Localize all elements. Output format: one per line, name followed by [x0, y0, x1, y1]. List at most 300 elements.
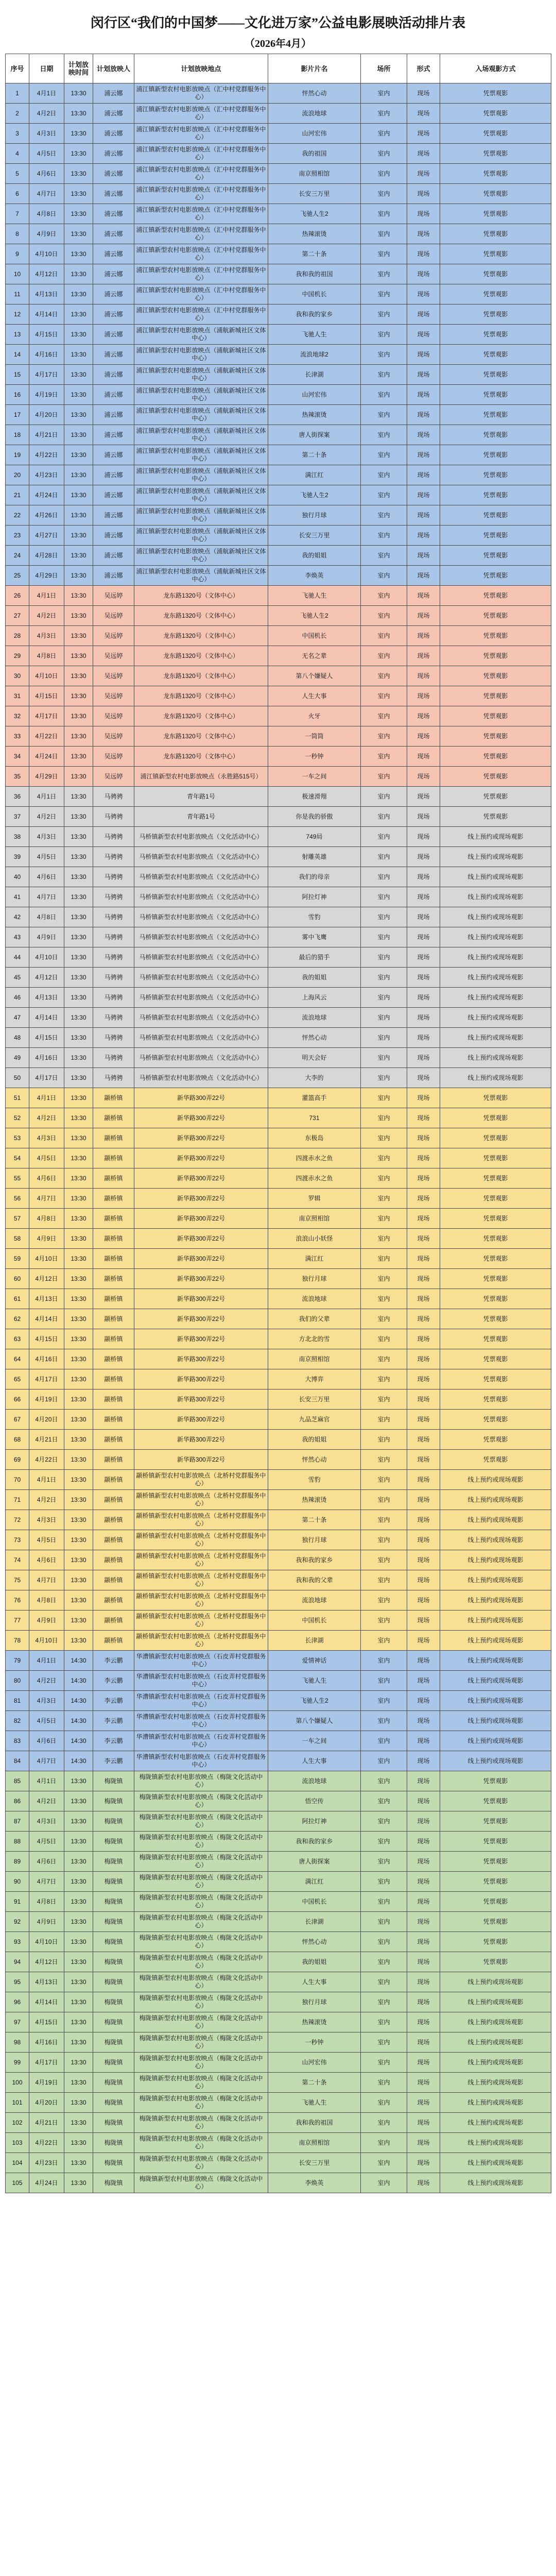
cell-no: 83	[6, 1731, 29, 1751]
cell-venue: 室内	[361, 144, 407, 164]
cell-venue: 室内	[361, 2133, 407, 2153]
cell-venue: 室内	[361, 1490, 407, 1510]
cell-date: 4月3日	[29, 1128, 64, 1148]
cell-place: 青年路1号	[134, 787, 268, 807]
cell-date: 4月5日	[29, 1711, 64, 1731]
cell-person: 颛桥镇	[93, 1349, 134, 1369]
cell-form: 现场	[407, 425, 440, 445]
cell-form: 现场	[407, 1148, 440, 1168]
cell-no: 51	[6, 1088, 29, 1108]
cell-film: 飞驰人生2	[268, 1691, 361, 1711]
cell-person: 马骋骋	[93, 968, 134, 988]
cell-place: 颛桥镇新型农村电影放映点（北桥村党群服务中心）	[134, 1590, 268, 1611]
cell-film: 流浪地球	[268, 104, 361, 124]
cell-venue: 室内	[361, 1048, 407, 1068]
cell-film: 独行月球	[268, 1530, 361, 1550]
cell-venue: 室内	[361, 1530, 407, 1550]
cell-person: 马骋骋	[93, 827, 134, 847]
cell-venue: 室内	[361, 345, 407, 365]
cell-entry: 凭票观影	[440, 1229, 551, 1249]
cell-entry: 线上预约或现场观影	[440, 968, 551, 988]
table-row	[6, 686, 551, 706]
cell-entry: 线上预约或现场观影	[440, 907, 551, 927]
cell-date: 4月1日	[29, 1088, 64, 1108]
cell-person: 颛桥镇	[93, 1510, 134, 1530]
cell-no: 39	[6, 847, 29, 867]
cell-place: 颛桥镇新型农村电影放映点（北桥村党群服务中心）	[134, 1550, 268, 1570]
cell-person: 马骋骋	[93, 1048, 134, 1068]
cell-entry: 线上预约或现场观影	[440, 827, 551, 847]
cell-entry: 凭票观影	[440, 1369, 551, 1389]
cell-venue: 室内	[361, 1852, 407, 1872]
cell-no: 1	[6, 83, 29, 104]
cell-no: 38	[6, 827, 29, 847]
table-row	[6, 164, 551, 184]
cell-entry: 凭票观影	[440, 485, 551, 505]
cell-venue: 室内	[361, 1952, 407, 1972]
table-row	[6, 1832, 551, 1852]
cell-venue: 室内	[361, 1972, 407, 1992]
cell-date: 4月7日	[29, 1189, 64, 1209]
cell-entry: 凭票观影	[440, 204, 551, 224]
cell-no: 75	[6, 1570, 29, 1590]
cell-date: 4月10日	[29, 244, 64, 264]
cell-person: 颛桥镇	[93, 1369, 134, 1389]
cell-form: 现场	[407, 1269, 440, 1289]
table-row	[6, 807, 551, 827]
cell-form: 现场	[407, 264, 440, 284]
cell-person: 梅陇镇	[93, 1952, 134, 1972]
cell-place: 马桥镇新型农村电影放映点（文化活动中心）	[134, 947, 268, 968]
cell-form: 现场	[407, 1410, 440, 1430]
cell-time: 13:30	[64, 1570, 93, 1590]
cell-venue: 室内	[361, 1088, 407, 1108]
cell-venue: 室内	[361, 1430, 407, 1450]
cell-entry: 线上预约或现场观影	[440, 1631, 551, 1651]
table-row	[6, 827, 551, 847]
cell-time: 13:30	[64, 2153, 93, 2173]
cell-place: 龙东路1320号（文体中心）	[134, 666, 268, 686]
cell-place: 梅陇镇新型农村电影放映点（梅陇文化活动中心）	[134, 1892, 268, 1912]
cell-date: 4月22日	[29, 2133, 64, 2153]
cell-date: 4月20日	[29, 405, 64, 425]
cell-place: 马桥镇新型农村电影放映点（文化活动中心）	[134, 927, 268, 947]
cell-date: 4月10日	[29, 1932, 64, 1952]
table-row	[6, 1852, 551, 1872]
cell-time: 13:30	[64, 887, 93, 907]
cell-form: 现场	[407, 1671, 440, 1691]
cell-person: 颛桥镇	[93, 1229, 134, 1249]
cell-film: 大李的	[268, 1068, 361, 1088]
cell-time: 13:30	[64, 2053, 93, 2073]
cell-film: 雪豹	[268, 907, 361, 927]
cell-date: 4月6日	[29, 1168, 64, 1189]
cell-no: 69	[6, 1450, 29, 1470]
cell-entry: 凭票观影	[440, 566, 551, 586]
cell-form: 现场	[407, 867, 440, 887]
cell-date: 4月22日	[29, 1450, 64, 1470]
cell-venue: 室内	[361, 1590, 407, 1611]
cell-entry: 凭票观影	[440, 1209, 551, 1229]
table-row	[6, 304, 551, 325]
cell-no: 37	[6, 807, 29, 827]
cell-form: 现场	[407, 1088, 440, 1108]
cell-date: 4月9日	[29, 1912, 64, 1932]
table-row	[6, 124, 551, 144]
cell-no: 87	[6, 1811, 29, 1832]
table-row	[6, 1671, 551, 1691]
cell-no: 86	[6, 1791, 29, 1811]
cell-venue: 室内	[361, 2053, 407, 2073]
cell-no: 79	[6, 1651, 29, 1671]
cell-entry: 凭票观影	[440, 526, 551, 546]
cell-place: 马桥镇新型农村电影放映点（文化活动中心）	[134, 827, 268, 847]
cell-no: 48	[6, 1028, 29, 1048]
cell-date: 4月15日	[29, 1329, 64, 1349]
cell-form: 现场	[407, 546, 440, 566]
cell-date: 4月16日	[29, 2032, 64, 2053]
cell-form: 现场	[407, 1912, 440, 1932]
cell-date: 4月3日	[29, 1691, 64, 1711]
cell-place: 浦江镇新型农村电影放映点（浦航新城社区文体中心）	[134, 526, 268, 546]
table-row	[6, 847, 551, 867]
cell-no: 17	[6, 405, 29, 425]
cell-form: 现场	[407, 1289, 440, 1309]
cell-film: 怦然心动	[268, 83, 361, 104]
cell-entry: 凭票观影	[440, 1952, 551, 1972]
table-row	[6, 1450, 551, 1470]
table-row	[6, 1691, 551, 1711]
cell-date: 4月1日	[29, 1651, 64, 1671]
cell-date: 4月17日	[29, 2053, 64, 2073]
cell-entry: 凭票观影	[440, 787, 551, 807]
cell-form: 现场	[407, 1590, 440, 1611]
cell-film: 南京照相馆	[268, 1349, 361, 1369]
cell-person: 浦云娜	[93, 526, 134, 546]
cell-form: 现场	[407, 2012, 440, 2032]
cell-time: 14:30	[64, 1691, 93, 1711]
cell-film: 长安三万里	[268, 526, 361, 546]
cell-film: 第二十条	[268, 445, 361, 465]
cell-film: 流浪地球	[268, 1008, 361, 1028]
cell-venue: 室内	[361, 887, 407, 907]
cell-film: 长津湖	[268, 1631, 361, 1651]
table-row	[6, 1148, 551, 1168]
cell-entry: 线上预约或现场观影	[440, 988, 551, 1008]
cell-venue: 室内	[361, 526, 407, 546]
cell-form: 现场	[407, 1108, 440, 1128]
cell-time: 13:30	[64, 1108, 93, 1128]
cell-date: 4月8日	[29, 1892, 64, 1912]
cell-place: 浦江镇新型农村电影放映点（汇中村党群服务中心）	[134, 244, 268, 264]
cell-time: 13:30	[64, 264, 93, 284]
cell-venue: 室内	[361, 485, 407, 505]
cell-place: 浦江镇新型农村电影放映点（汇中村党群服务中心）	[134, 104, 268, 124]
cell-time: 14:30	[64, 1751, 93, 1771]
cell-film: 明天会好	[268, 1048, 361, 1068]
cell-no: 78	[6, 1631, 29, 1651]
table-row	[6, 1028, 551, 1048]
cell-form: 现场	[407, 1068, 440, 1088]
cell-date: 4月9日	[29, 1229, 64, 1249]
cell-time: 13:30	[64, 787, 93, 807]
cell-person: 李云鹏	[93, 1751, 134, 1771]
cell-place: 浦江镇新型农村电影放映点（汇中村党群服务中心）	[134, 264, 268, 284]
cell-form: 现场	[407, 2133, 440, 2153]
cell-time: 13:30	[64, 1972, 93, 1992]
cell-time: 13:30	[64, 2173, 93, 2193]
table-row	[6, 1430, 551, 1450]
cell-entry: 凭票观影	[440, 1349, 551, 1369]
cell-venue: 室内	[361, 867, 407, 887]
cell-person: 颛桥镇	[93, 1410, 134, 1430]
cell-form: 现场	[407, 847, 440, 867]
cell-person: 颛桥镇	[93, 1108, 134, 1128]
cell-place: 龙东路1320号（文体中心）	[134, 726, 268, 747]
cell-venue: 室内	[361, 2012, 407, 2032]
cell-form: 现场	[407, 2073, 440, 2093]
cell-venue: 室内	[361, 546, 407, 566]
cell-entry: 线上预约或现场观影	[440, 2053, 551, 2073]
cell-person: 马骋骋	[93, 907, 134, 927]
cell-venue: 室内	[361, 1872, 407, 1892]
cell-form: 现场	[407, 686, 440, 706]
cell-no: 82	[6, 1711, 29, 1731]
cell-venue: 室内	[361, 968, 407, 988]
cell-form: 现场	[407, 1570, 440, 1590]
table-row	[6, 1249, 551, 1269]
cell-form: 现场	[407, 2032, 440, 2053]
cell-place: 梅陇镇新型农村电影放映点（梅陇文化活动中心）	[134, 2093, 268, 2113]
cell-film: 上海风云	[268, 988, 361, 1008]
cell-venue: 室内	[361, 244, 407, 264]
cell-venue: 室内	[361, 1349, 407, 1369]
cell-film: 满江红	[268, 1872, 361, 1892]
cell-date: 4月24日	[29, 2173, 64, 2193]
cell-person: 梅陇镇	[93, 1892, 134, 1912]
cell-film: 热辣滚烫	[268, 405, 361, 425]
table-row	[6, 2133, 551, 2153]
cell-form: 现场	[407, 405, 440, 425]
cell-venue: 室内	[361, 1731, 407, 1751]
cell-form: 现场	[407, 1711, 440, 1731]
table-row	[6, 2113, 551, 2133]
cell-venue: 室内	[361, 1811, 407, 1832]
table-row	[6, 2032, 551, 2053]
cell-person: 马骋骋	[93, 927, 134, 947]
cell-form: 现场	[407, 1832, 440, 1852]
cell-venue: 室内	[361, 947, 407, 968]
table-row	[6, 666, 551, 686]
cell-person: 梅陇镇	[93, 2012, 134, 2032]
cell-no: 45	[6, 968, 29, 988]
cell-form: 现场	[407, 706, 440, 726]
cell-time: 13:30	[64, 1791, 93, 1811]
cell-venue: 室内	[361, 325, 407, 345]
table-header-row	[6, 54, 551, 83]
cell-person: 梅陇镇	[93, 2133, 134, 2153]
header-cell-date: 日期	[29, 54, 64, 83]
table-row	[6, 405, 551, 425]
cell-time: 13:30	[64, 606, 93, 626]
cell-place: 新华路300弄22号	[134, 1229, 268, 1249]
cell-date: 4月22日	[29, 445, 64, 465]
cell-place: 马桥镇新型农村电影放映点（文化活动中心）	[134, 887, 268, 907]
table-row	[6, 224, 551, 244]
cell-venue: 室内	[361, 1269, 407, 1289]
cell-date: 4月21日	[29, 1430, 64, 1450]
cell-no: 12	[6, 304, 29, 325]
cell-entry: 凭票观影	[440, 747, 551, 767]
cell-time: 13:30	[64, 1048, 93, 1068]
cell-no: 50	[6, 1068, 29, 1088]
cell-person: 颛桥镇	[93, 1611, 134, 1631]
cell-person: 吴远婷	[93, 586, 134, 606]
cell-form: 现场	[407, 646, 440, 666]
cell-form: 现场	[407, 1189, 440, 1209]
cell-no: 4	[6, 144, 29, 164]
cell-no: 36	[6, 787, 29, 807]
cell-person: 梅陇镇	[93, 1872, 134, 1892]
cell-entry: 凭票观影	[440, 1832, 551, 1852]
cell-film: 山河宏伟	[268, 2053, 361, 2073]
cell-time: 13:30	[64, 1530, 93, 1550]
cell-person: 马骋骋	[93, 807, 134, 827]
cell-venue: 室内	[361, 284, 407, 304]
cell-form: 现场	[407, 2093, 440, 2113]
cell-person: 浦云娜	[93, 244, 134, 264]
cell-person: 吴远婷	[93, 767, 134, 787]
cell-no: 60	[6, 1269, 29, 1289]
cell-person: 浦云娜	[93, 385, 134, 405]
cell-venue: 室内	[361, 1992, 407, 2012]
cell-no: 92	[6, 1912, 29, 1932]
cell-no: 84	[6, 1751, 29, 1771]
cell-film: 长安三万里	[268, 184, 361, 204]
cell-person: 浦云娜	[93, 104, 134, 124]
cell-no: 46	[6, 988, 29, 1008]
cell-date: 4月6日	[29, 1731, 64, 1751]
cell-venue: 室内	[361, 747, 407, 767]
table-row	[6, 927, 551, 947]
cell-place: 梅陇镇新型农村电影放映点（梅陇文化活动中心）	[134, 2053, 268, 2073]
cell-no: 47	[6, 1008, 29, 1028]
cell-time: 13:30	[64, 1952, 93, 1972]
cell-film: 中国机长	[268, 1611, 361, 1631]
cell-form: 现场	[407, 666, 440, 686]
cell-place: 浦江镇新型农村电影放映点（浦航新城社区文体中心）	[134, 566, 268, 586]
cell-venue: 室内	[361, 1189, 407, 1209]
cell-form: 现场	[407, 1530, 440, 1550]
cell-place: 龙东路1320号（文体中心）	[134, 626, 268, 646]
cell-place: 马桥镇新型农村电影放映点（文化活动中心）	[134, 1008, 268, 1028]
cell-person: 马骋骋	[93, 1008, 134, 1028]
cell-date: 4月2日	[29, 606, 64, 626]
cell-person: 梅陇镇	[93, 1852, 134, 1872]
cell-entry: 凭票观影	[440, 83, 551, 104]
cell-no: 93	[6, 1932, 29, 1952]
cell-person: 吴远婷	[93, 646, 134, 666]
cell-form: 现场	[407, 224, 440, 244]
cell-person: 浦云娜	[93, 365, 134, 385]
cell-venue: 室内	[361, 626, 407, 646]
cell-venue: 室内	[361, 2153, 407, 2173]
cell-person: 浦云娜	[93, 144, 134, 164]
cell-no: 30	[6, 666, 29, 686]
table-row	[6, 747, 551, 767]
table-row	[6, 1631, 551, 1651]
cell-time: 13:30	[64, 927, 93, 947]
cell-date: 4月3日	[29, 1811, 64, 1832]
cell-venue: 室内	[361, 1148, 407, 1168]
cell-place: 浦江镇新型农村电影放映点（汇中村党群服务中心）	[134, 124, 268, 144]
cell-time: 13:30	[64, 124, 93, 144]
cell-date: 4月20日	[29, 1410, 64, 1430]
cell-venue: 室内	[361, 847, 407, 867]
cell-entry: 凭票观影	[440, 405, 551, 425]
cell-time: 13:30	[64, 2073, 93, 2093]
cell-time: 13:30	[64, 666, 93, 686]
cell-film: 人生大事	[268, 1972, 361, 1992]
cell-person: 梅陇镇	[93, 1992, 134, 2012]
table-row	[6, 1751, 551, 1771]
cell-film: 九品芝麻官	[268, 1410, 361, 1430]
cell-place: 梅陇镇新型农村电影放映点（梅陇文化活动中心）	[134, 1811, 268, 1832]
cell-person: 梅陇镇	[93, 1832, 134, 1852]
table-row	[6, 767, 551, 787]
cell-time: 13:30	[64, 2133, 93, 2153]
cell-film: 射雕英雄	[268, 847, 361, 867]
cell-film: 独行月球	[268, 505, 361, 526]
cell-venue: 室内	[361, 204, 407, 224]
cell-entry: 线上预约或现场观影	[440, 1972, 551, 1992]
cell-entry: 凭票观影	[440, 385, 551, 405]
table-row	[6, 104, 551, 124]
table-row	[6, 2073, 551, 2093]
cell-place: 梅陇镇新型农村电影放映点（梅陇文化活动中心）	[134, 1952, 268, 1972]
cell-place: 梅陇镇新型农村电影放映点（梅陇文化活动中心）	[134, 1832, 268, 1852]
cell-place: 新华路300弄22号	[134, 1289, 268, 1309]
cell-date: 4月14日	[29, 1008, 64, 1028]
cell-film: 我的祖国	[268, 144, 361, 164]
table-row	[6, 264, 551, 284]
cell-venue: 室内	[361, 124, 407, 144]
cell-film: 怦然心动	[268, 1028, 361, 1048]
cell-form: 现场	[407, 1811, 440, 1832]
cell-person: 梅陇镇	[93, 1811, 134, 1832]
cell-form: 现场	[407, 2053, 440, 2073]
table-row	[6, 1470, 551, 1490]
cell-form: 现场	[407, 1510, 440, 1530]
cell-entry: 凭票观影	[440, 1771, 551, 1791]
cell-place: 梅陇镇新型农村电影放映点（梅陇文化活动中心）	[134, 2173, 268, 2193]
cell-film: 一筒筒	[268, 726, 361, 747]
cell-film: 你是我的骄傲	[268, 807, 361, 827]
cell-entry: 线上预约或现场观影	[440, 1550, 551, 1570]
cell-form: 现场	[407, 1229, 440, 1249]
cell-no: 6	[6, 184, 29, 204]
cell-date: 4月7日	[29, 1872, 64, 1892]
cell-person: 颛桥镇	[93, 1450, 134, 1470]
cell-entry: 凭票观影	[440, 706, 551, 726]
cell-no: 33	[6, 726, 29, 747]
cell-film: 怦然心动	[268, 1932, 361, 1952]
cell-form: 现场	[407, 1028, 440, 1048]
cell-venue: 室内	[361, 365, 407, 385]
cell-film: 我的姐姐	[268, 1430, 361, 1450]
cell-place: 龙东路1320号（文体中心）	[134, 747, 268, 767]
cell-form: 现场	[407, 124, 440, 144]
